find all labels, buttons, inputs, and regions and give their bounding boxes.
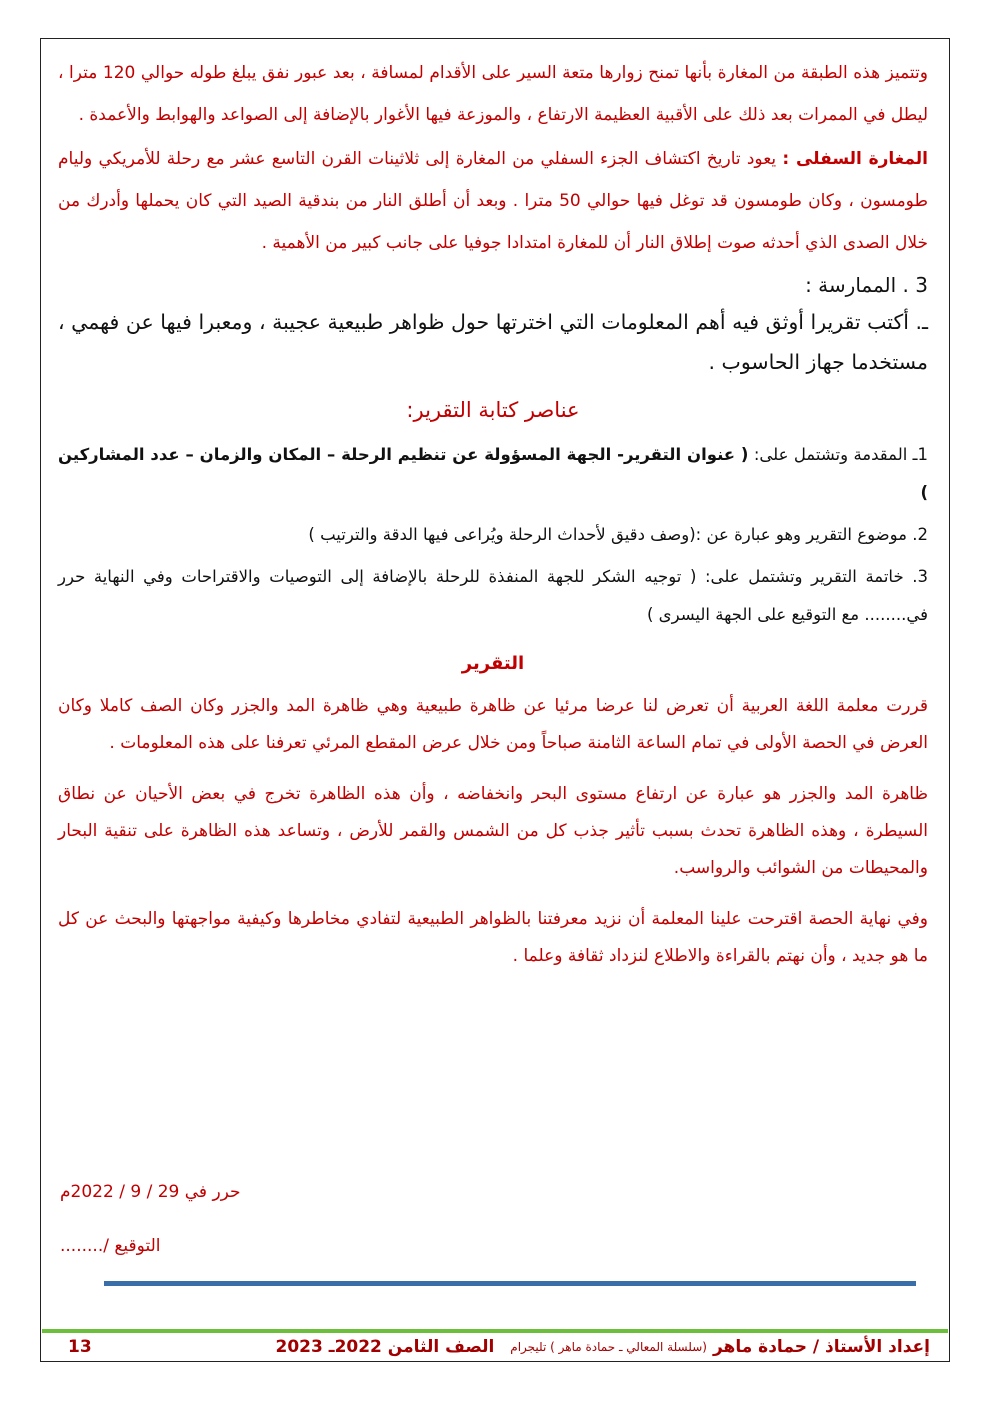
element-item-lead: 2. موضوع التقرير وهو عبارة عن :	[695, 525, 928, 544]
elements-title: عناصر كتابة التقرير:	[406, 398, 580, 422]
element-item-detail: ( توجيه الشكر للجهة المنفذة للرحلة بالإضافة إلى التوصيات والاقتراحات وفي النهاية حرر في........ مع التوقيع على الجهة اليسرى )	[58, 567, 928, 624]
practice-task: ـ. أكتب تقريرا أوثق فيه أهم المعلومات التي اخترتها حول ظواهر طبيعية عجيبة ، ومعبرا فيها عن فهمي ، مستخدما جهاز الحاسوب .	[58, 310, 928, 374]
element-item-detail: (وصف دقيق لأحداث الرحلة ويُراعى فيها الدقة والترتيب )	[308, 525, 696, 544]
page-footer	[60, 1333, 930, 1361]
report-paragraph: قررت معلمة اللغة العربية أن تعرض لنا عرضا مرئيا عن ظاهرة طبيعية وهي ظاهرة المد والجزر وكان الصف كاملا وكان العرض في الحصة الأولى في تمام الساعة الثامنة صباحاً ومن خلال عرض المقطع المرئي تعرفنا على هذه المعلومات .	[58, 696, 928, 753]
practice-title: 3 . الممارسة :	[805, 273, 928, 297]
footer-author: إعداد الأستاذ / حمادة ماهر	[712, 1337, 930, 1357]
intro-paragraph: وتتميز هذه الطبقة من المغارة بأنها تمنح زوارها متعة السير على الأقدام لمسافة ، بعد عبور نفق يبلغ طوله حوالي 120 مترا ، ليطل في الممرات بعد ذلك على الأقبية العظيمة الارتفاع ، والموزعة فيها الأغوار بالإضافة إلى الصواعد والهوابط والأعمدة .	[58, 63, 928, 125]
footer-grade: الصف الثامن 2022ـ 2023	[275, 1337, 495, 1357]
divider-line	[104, 1281, 916, 1286]
page-content	[58, 52, 928, 975]
element-item-detail: ( عنوان التقرير- الجهة المسؤولة عن تنظيم الرحلة – المكان والزمان – عدد المشاركين )	[58, 445, 928, 502]
lower-cave-text: يعود تاريخ اكتشاف الجزء السفلي من المغارة إلى ثلاثينات القرن التاسع عشر مع رحلة للأمريكي وليام طومسون ، وكان طومسون قد توغل فيها حوالي 50 مترا . وبعد أن أطلق النار من بندقية الصيد التي كان يحملها وأدرك من خلال الصدى الذي أحدثه صوت إطلاق النار أن للمغارة امتدادا جوفيا على جانب كبير من الأهمية .	[58, 149, 928, 253]
element-item-lead: 1ـ المقدمة وتشتمل على:	[748, 445, 928, 464]
report-paragraph: ظاهرة المد والجزر هو عبارة عن ارتفاع مستوى البحر وانخفاضه ، وأن هذه الظاهرة تخرج في بعض الأحيان عن نطاق السيطرة ، وهذه الظاهرة تحدث بسبب تأثير جذب كل من الشمس والقمر للأرض ، وتساعد هذه الظاهرة على تنقية البحار والمحيطات من الشوائب والرواسب.	[58, 784, 928, 878]
element-item-lead: 3. خاتمة التقرير وتشتمل على:	[696, 567, 928, 586]
lower-cave-paragraph	[58, 138, 928, 264]
element-item	[58, 516, 928, 554]
report-paragraph: وفي نهاية الحصة اقترحت علينا المعلمة أن نزيد معرفتنا بالظواهر الطبيعية لتفادي مخاطرها وكيفية مواجهتها والبحث عن كل ما هو جديد ، وأن نهتم بالقراءة والاطلاع لنزداد ثقافة وعلما .	[58, 909, 928, 966]
footer-series: (سلسلة المعالي ـ حمادة ماهر ) تليجرام	[510, 1340, 707, 1354]
report-signature: التوقيع /........	[60, 1236, 161, 1256]
element-item	[58, 558, 928, 634]
element-item	[58, 436, 928, 512]
lower-cave-heading: المغارة السفلى :	[782, 149, 928, 169]
report-title: التقرير	[461, 653, 525, 674]
page-number: 13	[68, 1337, 92, 1357]
report-date: حرر في 29 / 9 / 2022م	[60, 1182, 241, 1202]
